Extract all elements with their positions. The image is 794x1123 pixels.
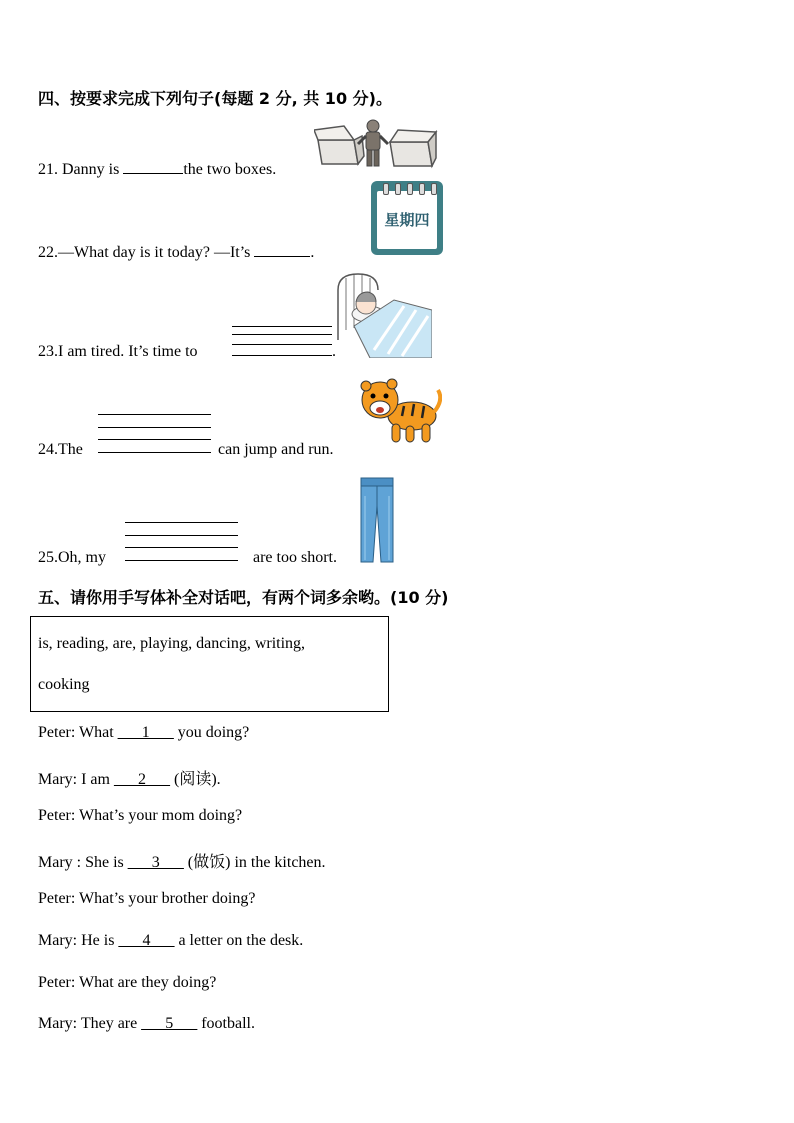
q24-writing-lines[interactable] — [98, 414, 211, 454]
question-23 — [38, 343, 198, 361]
dialogue-line — [38, 890, 255, 908]
q22-blank[interactable] — [254, 242, 310, 257]
question-21 — [38, 159, 276, 179]
q21-blank[interactable] — [123, 159, 183, 174]
dialogue-text: (阅读). — [169, 771, 221, 788]
dialogue-blank-2[interactable]: ___2___ — [113, 771, 170, 788]
q23-text-before: 23.I am tired. It’s time to — [38, 343, 198, 360]
question-24 — [38, 441, 83, 459]
question-25 — [38, 549, 106, 567]
q24-text-before: 24.The — [38, 441, 83, 458]
dialogue-line — [38, 1015, 255, 1033]
dialogue-text: Mary : She is — [38, 854, 128, 871]
dialogue-line — [38, 766, 221, 789]
dialogue-text: Peter: What — [38, 724, 118, 741]
dialogue-text: Mary: He is — [38, 932, 119, 949]
q22-text-after: . — [310, 244, 315, 261]
word-bank-line-1: is, reading, are, playing, dancing, writing, — [38, 635, 306, 652]
dialogue-line — [38, 974, 216, 992]
dialogue-line — [38, 807, 242, 825]
dialogue-line — [38, 724, 249, 742]
dialogue-text: Peter: What’s your mom doing? — [38, 807, 243, 824]
q23-writing-lines[interactable] — [232, 326, 332, 358]
dialogue-blank-5[interactable]: ___5___ — [141, 1015, 198, 1032]
section-5-heading: 五、请你用手写体补全对话吧，有两个词多余哟。(10 分) — [38, 588, 449, 607]
dialogue-text: a letter on the desk. — [174, 932, 304, 949]
jeans-image — [357, 476, 397, 564]
boxes-image — [314, 118, 438, 176]
dialogue-text: (做饭) in the kitchen. — [183, 854, 326, 871]
dialogue-text: football. — [197, 1015, 255, 1032]
dialogue-blank-1[interactable]: ___1___ — [117, 724, 174, 741]
q21-text-before: 21. Danny is — [38, 161, 124, 178]
dialogue-blank-4[interactable]: ___4___ — [118, 932, 175, 949]
question-22 — [38, 242, 314, 262]
q25-writing-lines[interactable] — [125, 522, 238, 562]
q25-text-after: are too short. — [253, 549, 337, 566]
dialogue-text: Peter: What’s your brother doing? — [38, 890, 256, 907]
q25-text-before: 25.Oh, my — [38, 549, 106, 566]
dialogue-text: Mary: I am — [38, 771, 114, 788]
section-4-heading: 四、按要求完成下列句子(每题 2 分, 共 10 分)。 — [38, 89, 392, 108]
dialogue-text: you doing? — [173, 724, 250, 741]
q24-text-after: can jump and run. — [218, 441, 334, 458]
calendar-image — [371, 181, 443, 255]
q23-text-after: . — [332, 343, 336, 360]
dialogue-blank-3[interactable]: ___3___ — [127, 854, 184, 871]
dialogue-text: Mary: They are — [38, 1015, 142, 1032]
q21-text-after: the two boxes. — [183, 161, 277, 178]
dialogue-line — [38, 849, 326, 872]
word-bank-line-2: cooking — [38, 676, 90, 693]
tiger-image — [358, 376, 442, 448]
word-bank-box — [30, 616, 389, 712]
dialogue-text: Peter: What are they doing? — [38, 974, 217, 991]
sleeping-girl-image — [334, 270, 432, 358]
dialogue-line — [38, 932, 303, 950]
calendar-day-label: 星期四 — [384, 211, 430, 229]
q22-text-before: 22.—What day is it today? —It’s — [38, 244, 255, 261]
